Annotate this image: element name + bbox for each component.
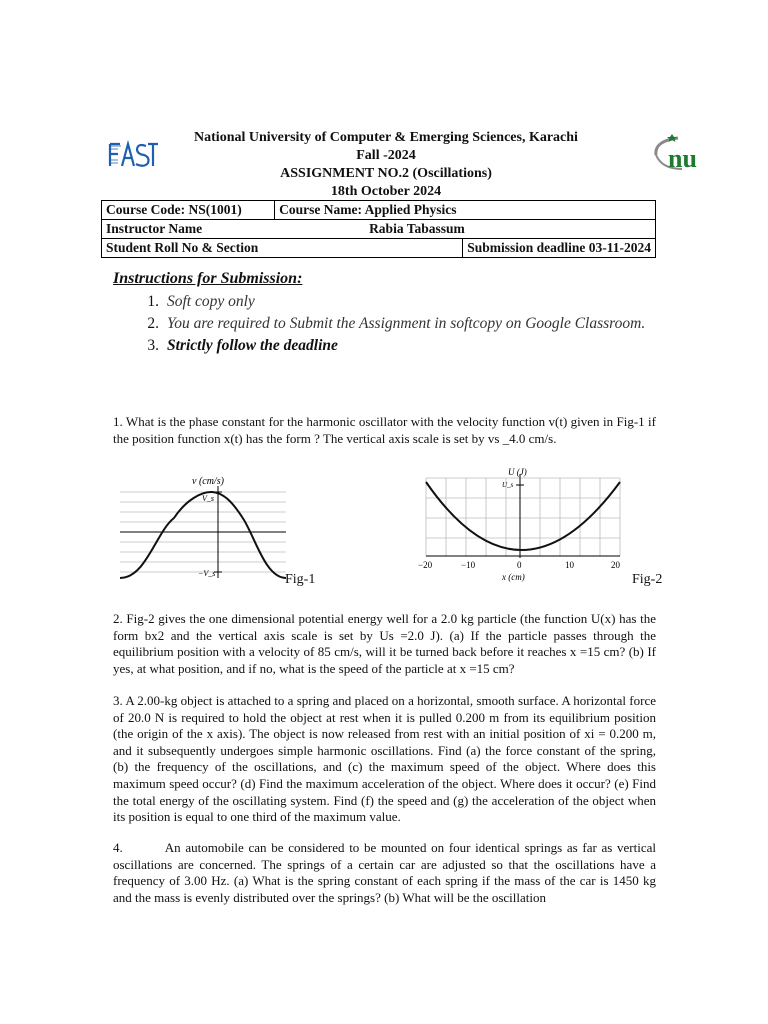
nu-logo — [652, 133, 718, 175]
list-item-number: 3. — [147, 337, 159, 354]
fig2-x-axis-label: x (cm) — [502, 572, 525, 582]
fig2-x-tick: 10 — [565, 560, 574, 570]
fig2-label: Fig-2 — [632, 572, 663, 587]
question-4-number: 4. — [113, 840, 123, 855]
fig1-label: Fig-1 — [285, 572, 316, 587]
list-item-text: Soft copy only — [167, 293, 255, 310]
list-item — [113, 335, 653, 357]
nu-logo-text: nu — [668, 144, 697, 173]
fig2-x-tick: −20 — [418, 560, 433, 570]
table-row — [102, 201, 656, 220]
assignment-date: 18th October 2024 — [330, 184, 442, 199]
figure-1-velocity-graph — [116, 470, 291, 582]
figure-2-potential-energy-graph — [408, 466, 630, 586]
instructions-list — [113, 291, 653, 357]
question-2: 2. Fig-2 gives the one dimensional potential energy well for a 2.0 kg particle (the function U(x) has the form bx2 and the vertical axis scale is set by Us =2.0 J). (a) If the particle passes through the equilibrium position with a velocity of 85 cm/s, will it be turned back before it reaches x =15 cm? (b) If yes, at what position, and if no, what is the speed of the particle at x =15 cm? — [113, 611, 656, 676]
assignment-title: ASSIGNMENT NO.2 (Oscillations) — [280, 166, 492, 181]
list-item-number: 2. — [147, 315, 159, 332]
fast-logo — [108, 140, 158, 168]
fig2-x-tick: 0 — [517, 560, 522, 570]
deadline-cell: Submission deadline 03-11-2024 — [463, 239, 656, 258]
question-4-text: An automobile can be considered to be mounted on four identical springs as far as vertical oscillations are concerned. The springs of a certain car are adjusted so that the oscillations have a frequency of 3.00 Hz. (a) What is the spring constant of each spring if the mass of the car is 1450 kg and the mass is evenly distributed over the springs? (b) What will be the oscillation — [113, 840, 656, 905]
fig1-top-tick: V_s — [202, 494, 214, 503]
university-name: National University of Computer & Emerging Sciences, Karachi — [194, 130, 578, 145]
fig2-top-tick: U_s — [502, 481, 514, 489]
fig1-axis-label: v (cm/s) — [192, 476, 224, 487]
course-info-table — [101, 200, 656, 258]
instructor-label-cell: Instructor Name — [102, 220, 336, 239]
fig2-axis-label: U (J) — [508, 467, 527, 477]
list-item-text: Strictly follow the deadline — [167, 337, 338, 354]
table-row — [102, 239, 656, 258]
instructions-title: Instructions for Submission: — [113, 270, 303, 287]
document-header — [170, 129, 602, 201]
semester: Fall -2024 — [356, 148, 416, 163]
fig2-x-tick: −10 — [461, 560, 476, 570]
question-3: 3. A 2.00-kg object is attached to a spring and placed on a horizontal, smooth surface. A horizontal force of 20.0 N is required to hold the object at rest when it is pulled 0.200 m from its equilibrium position (the origin of the x axis). The object is now released from rest with an initial position of xi = 0.200 m, and it subsequently undergoes simple harmonic oscillations. Find (a) the force constant of the spring, (b) the frequency of the oscillations, and (c) the maximum speed of the object. Where does this maximum speed occur? (d) Find the maximum acceleration of the object. Where does it occur? (e) Find the total energy of the oscillating system. Find (f) the speed and (g) the acceleration of the object when its position is equal to one third of the maximum value. — [113, 693, 656, 825]
list-item — [113, 313, 653, 335]
table-row — [102, 220, 656, 239]
list-item-text: You are required to Submit the Assignment in softcopy on Google Classroom. — [167, 315, 646, 332]
course-code-cell: Course Code: NS(1001) — [102, 201, 275, 220]
potential-energy-curve — [426, 482, 620, 550]
question-1: 1. What is the phase constant for the harmonic oscillator with the velocity function v(t) given in Fig-1 if the position function x(t) has the form ? The vertical axis scale is set by vs _4.0 cm/s. — [113, 414, 656, 446]
fig2-x-tick: 20 — [611, 560, 620, 570]
course-name-cell: Course Name: Applied Physics — [275, 201, 656, 220]
instructor-value-cell: Rabia Tabassum — [335, 220, 655, 239]
velocity-curve — [120, 492, 286, 578]
list-item-number: 1. — [147, 293, 159, 310]
fig1-bottom-tick: −V_s — [198, 569, 216, 578]
question-4 — [113, 840, 656, 906]
roll-label-cell: Student Roll No & Section — [102, 239, 463, 258]
list-item — [113, 291, 653, 313]
